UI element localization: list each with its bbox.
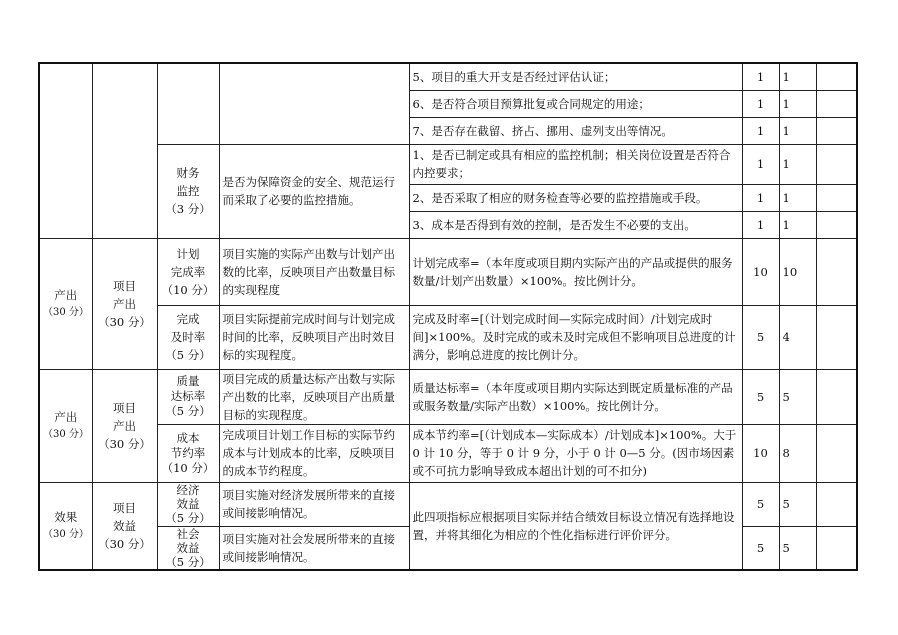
indicator-description: 项目实施对社会发展所带来的直接或间接影响情况。 bbox=[219, 526, 409, 570]
score-cell: 1 bbox=[779, 63, 816, 90]
table-row bbox=[39, 144, 857, 184]
remark-cell bbox=[816, 526, 857, 570]
score-cell: 1 bbox=[779, 144, 816, 184]
indicator-points: （5 分） bbox=[165, 348, 211, 362]
indicator-description: 项目实际提前完成时间与计划完成时间的比率，反映项目产出时效目标的实现程度。 bbox=[219, 305, 409, 369]
max-score-cell: 5 bbox=[742, 482, 779, 526]
indicator-name: 完成 bbox=[176, 312, 200, 326]
max-score-cell: 1 bbox=[742, 117, 779, 144]
max-score-cell: 1 bbox=[742, 184, 779, 211]
score-cell: 1 bbox=[779, 117, 816, 144]
indicator-cell bbox=[157, 526, 219, 570]
table-row bbox=[39, 482, 857, 526]
group-name: 项目 bbox=[113, 500, 136, 515]
criteria-cell: 7、是否存在截留、挤占、挪用、虚列支出等情况。 bbox=[409, 117, 742, 144]
group-cell bbox=[92, 238, 157, 369]
remark-cell bbox=[816, 184, 857, 211]
max-score-cell: 1 bbox=[742, 90, 779, 117]
desc-cell-empty bbox=[219, 63, 409, 144]
indicator-points: （10 分） bbox=[161, 460, 215, 475]
max-score-cell: 5 bbox=[742, 369, 779, 424]
criteria-cell: 1、是否已制定或具有相应的监控机制；相关岗位设置是否符合内控要求； bbox=[409, 144, 742, 184]
group-cell bbox=[92, 482, 157, 570]
score-cell: 5 bbox=[779, 482, 816, 526]
criteria-cell: 3、成本是否得到有效的控制，是否发生不必要的支出。 bbox=[409, 211, 742, 238]
category-points: （30 分） bbox=[43, 528, 89, 540]
evaluation-table bbox=[38, 62, 858, 571]
table-row bbox=[39, 238, 857, 305]
group-points: （30 分） bbox=[98, 436, 151, 451]
indicator-cell-empty bbox=[157, 63, 219, 144]
table-row bbox=[39, 424, 857, 482]
category-points: （30 分） bbox=[43, 428, 89, 440]
indicator-description: 项目完成的质量达标产出数与实际产出数的比率，反映项目产出质量目标的实现程度。 bbox=[219, 369, 409, 424]
criteria-cell: 完成及时率=[（计划完成时间—实际完成时间）/计划完成时间]×100%。及时完成的或未及时完成但不影响项目总进度的计满分，影响总进度的按比例计分。 bbox=[409, 305, 742, 369]
remark-cell bbox=[816, 238, 857, 305]
indicator-description: 是否为保障资金的安全、规范运行而采取了必要的监控措施。 bbox=[219, 144, 409, 238]
indicator-points: （5 分） bbox=[165, 511, 211, 525]
max-score-cell: 5 bbox=[742, 526, 779, 570]
table-row bbox=[39, 369, 857, 424]
indicator-description: 完成项目计划工作目标的实际节约成本与计划成本的比率，反映项目的成本节约程度。 bbox=[219, 424, 409, 482]
max-score-cell: 1 bbox=[742, 144, 779, 184]
score-cell: 5 bbox=[779, 369, 816, 424]
indicator-name: 计划 bbox=[176, 246, 200, 261]
group-points: （30 分） bbox=[98, 314, 151, 329]
category-cell bbox=[39, 369, 92, 482]
category-cell-empty bbox=[39, 63, 92, 238]
score-cell: 10 bbox=[779, 238, 816, 305]
score-cell: 8 bbox=[779, 424, 816, 482]
criteria-cell: 计划完成率=（本年度或项目期内实际产出的产品或提供的服务数量/计划产出数量）×100%。按比例计分。 bbox=[409, 238, 742, 305]
max-score-cell: 1 bbox=[742, 211, 779, 238]
group-name: 产出 bbox=[113, 418, 136, 433]
indicator-cell bbox=[157, 238, 219, 305]
max-score-cell: 10 bbox=[742, 238, 779, 305]
criteria-cell: 质量达标率=（本年度或项目期内实际达到既定质量标准的产品或服务数量/实际产出数）×100%。按比例计分。 bbox=[409, 369, 742, 424]
indicator-name: 社会 bbox=[176, 526, 200, 541]
indicator-name: 财务 bbox=[176, 166, 200, 180]
category-cell bbox=[39, 238, 92, 369]
criteria-cell: 此四项指标应根据项目实际并结合绩效目标设立情况有选择地设置，并将其细化为相应的个性化指标进行评价评分。 bbox=[409, 482, 742, 570]
max-score-cell: 5 bbox=[742, 305, 779, 369]
indicator-points: （10 分） bbox=[161, 282, 215, 297]
group-cell bbox=[92, 369, 157, 482]
group-points: （30 分） bbox=[98, 536, 151, 551]
indicator-cell bbox=[157, 369, 219, 424]
max-score-cell: 10 bbox=[742, 424, 779, 482]
indicator-name: 成本 bbox=[176, 430, 200, 445]
group-name: 效益 bbox=[113, 518, 136, 533]
indicator-cell bbox=[157, 424, 219, 482]
criteria-cell: 2、是否采取了相应的财务检查等必要的监控措施或手段。 bbox=[409, 184, 742, 211]
remark-cell bbox=[816, 369, 857, 424]
group-name: 产出 bbox=[113, 296, 136, 311]
category-points: （30 分） bbox=[43, 306, 89, 318]
remark-cell bbox=[816, 305, 857, 369]
category-cell bbox=[39, 482, 92, 570]
indicator-name: 完成率 bbox=[170, 264, 206, 279]
score-cell: 4 bbox=[779, 305, 816, 369]
indicator-points: （5 分） bbox=[165, 554, 211, 569]
indicator-name: 效益 bbox=[176, 497, 200, 511]
score-cell: 1 bbox=[779, 90, 816, 117]
score-cell: 1 bbox=[779, 211, 816, 238]
group-cell-empty bbox=[92, 63, 157, 238]
indicator-description: 项目实施的实际产出数与计划产出数的比率，反映项目产出数量目标的实现程度 bbox=[219, 238, 409, 305]
score-cell: 1 bbox=[779, 184, 816, 211]
table-row bbox=[39, 305, 857, 369]
group-name: 项目 bbox=[113, 400, 136, 415]
remark-cell bbox=[816, 424, 857, 482]
indicator-name: 效益 bbox=[176, 540, 200, 555]
table-row bbox=[39, 63, 857, 90]
remark-cell bbox=[816, 117, 857, 144]
criteria-cell: 6、是否符合项目预算批复或合同规定的用途； bbox=[409, 90, 742, 117]
remark-cell bbox=[816, 211, 857, 238]
criteria-cell: 5、项目的重大开支是否经过评估认证； bbox=[409, 63, 742, 90]
remark-cell bbox=[816, 144, 857, 184]
group-name: 项目 bbox=[113, 278, 136, 293]
indicator-name: 及时率 bbox=[170, 330, 206, 344]
indicator-finance-monitor bbox=[157, 144, 219, 238]
indicator-name: 节约率 bbox=[170, 445, 206, 460]
indicator-points: （3 分） bbox=[165, 202, 211, 216]
category-name: 产出 bbox=[54, 409, 78, 424]
indicator-name: 监控 bbox=[176, 184, 200, 198]
indicator-cell bbox=[157, 482, 219, 526]
indicator-description: 项目实施对经济发展所带来的直接或间接影响情况。 bbox=[219, 482, 409, 526]
remark-cell bbox=[816, 90, 857, 117]
indicator-cell bbox=[157, 305, 219, 369]
score-cell: 5 bbox=[779, 526, 816, 570]
indicator-points: （5 分） bbox=[165, 404, 211, 418]
indicator-name: 质量 bbox=[176, 374, 200, 388]
remark-cell bbox=[816, 482, 857, 526]
indicator-name: 经济 bbox=[176, 483, 200, 497]
category-name: 产出 bbox=[54, 287, 78, 302]
criteria-cell: 成本节约率=[（计划成本—实际成本）/计划成本]×100%。大于 0 计 10 分，等于 0 计 9 分，小于 0 计 0—5 分。(因市场因素或不可抗力影响导致成本超出计划的可不扣分) bbox=[409, 424, 742, 482]
remark-cell bbox=[816, 63, 857, 90]
max-score-cell: 1 bbox=[742, 63, 779, 90]
indicator-name: 达标率 bbox=[170, 389, 206, 403]
category-name: 效果 bbox=[54, 509, 78, 524]
